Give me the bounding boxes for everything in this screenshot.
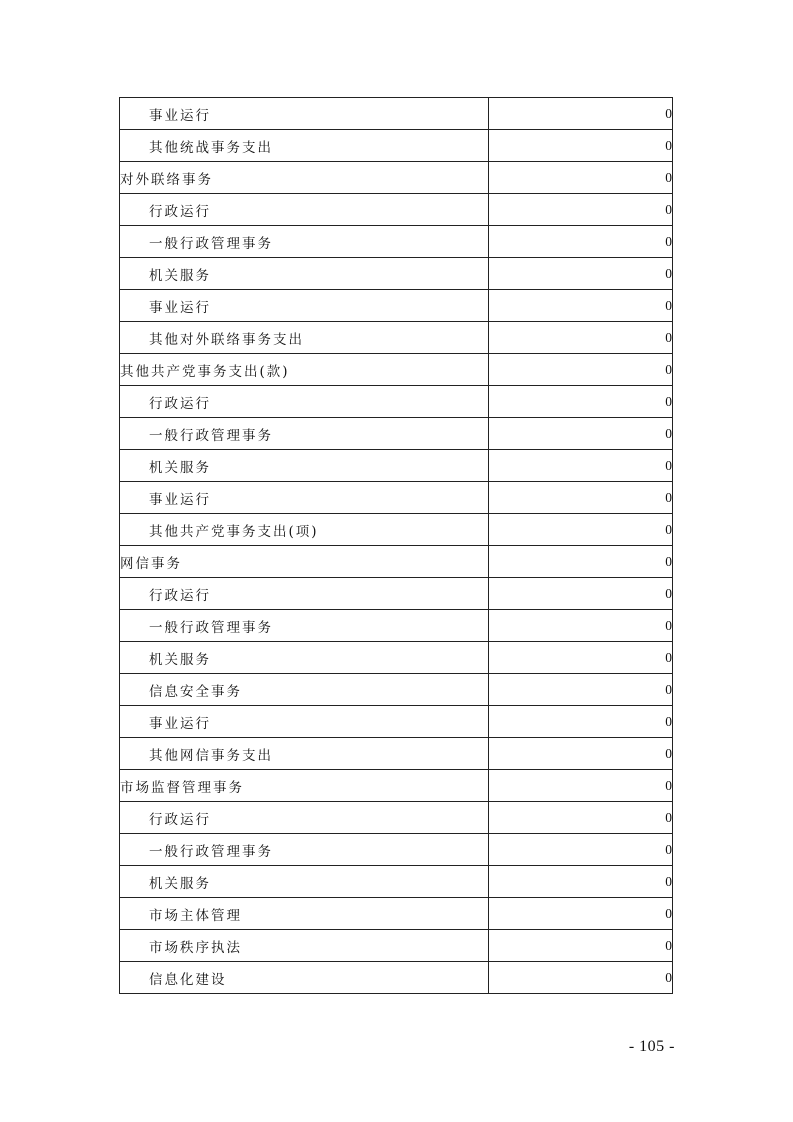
row-value-cell: 0 <box>489 418 673 450</box>
row-value-cell: 0 <box>489 674 673 706</box>
table-row <box>120 194 673 226</box>
table-row <box>120 386 673 418</box>
row-name-cell: 事业运行 <box>120 482 489 514</box>
row-name-cell: 事业运行 <box>120 98 489 130</box>
row-value-cell: 0 <box>489 770 673 802</box>
row-value-cell: 0 <box>489 802 673 834</box>
row-value-cell: 0 <box>489 706 673 738</box>
row-name-cell: 机关服务 <box>120 258 489 290</box>
budget-table <box>119 97 673 994</box>
table-row <box>120 418 673 450</box>
row-value-cell: 0 <box>489 482 673 514</box>
table-row <box>120 162 673 194</box>
row-name-cell: 一般行政管理事务 <box>120 226 489 258</box>
row-value-cell: 0 <box>489 386 673 418</box>
row-name-cell: 市场监督管理事务 <box>120 770 489 802</box>
row-name-cell: 行政运行 <box>120 386 489 418</box>
table-row <box>120 578 673 610</box>
table-row <box>120 610 673 642</box>
table-row <box>120 354 673 386</box>
row-value-cell: 0 <box>489 258 673 290</box>
row-name-cell: 其他共产党事务支出(项) <box>120 514 489 546</box>
table-row <box>120 898 673 930</box>
table-row <box>120 322 673 354</box>
row-name-cell: 机关服务 <box>120 450 489 482</box>
row-name-cell: 机关服务 <box>120 642 489 674</box>
row-value-cell: 0 <box>489 290 673 322</box>
row-value-cell: 0 <box>489 226 673 258</box>
row-name-cell: 市场秩序执法 <box>120 930 489 962</box>
row-value-cell: 0 <box>489 738 673 770</box>
table-row <box>120 226 673 258</box>
row-name-cell: 一般行政管理事务 <box>120 610 489 642</box>
row-name-cell: 机关服务 <box>120 866 489 898</box>
table-row <box>120 258 673 290</box>
row-name-cell: 事业运行 <box>120 290 489 322</box>
row-value-cell: 0 <box>489 450 673 482</box>
row-name-cell: 市场主体管理 <box>120 898 489 930</box>
table-row <box>120 450 673 482</box>
row-name-cell: 其他统战事务支出 <box>120 130 489 162</box>
table-row <box>120 290 673 322</box>
row-value-cell: 0 <box>489 642 673 674</box>
row-name-cell: 信息安全事务 <box>120 674 489 706</box>
table-row <box>120 802 673 834</box>
table-row <box>120 642 673 674</box>
page-number: - 105 - <box>628 1038 675 1055</box>
row-name-cell: 其他网信事务支出 <box>120 738 489 770</box>
budget-table-body <box>120 98 673 994</box>
table-row <box>120 770 673 802</box>
table-row <box>120 738 673 770</box>
table-row <box>120 546 673 578</box>
table-row <box>120 706 673 738</box>
row-value-cell: 0 <box>489 194 673 226</box>
row-value-cell: 0 <box>489 930 673 962</box>
row-name-cell: 其他对外联络事务支出 <box>120 322 489 354</box>
row-name-cell: 一般行政管理事务 <box>120 834 489 866</box>
row-name-cell: 对外联络事务 <box>120 162 489 194</box>
row-name-cell: 一般行政管理事务 <box>120 418 489 450</box>
row-name-cell: 行政运行 <box>120 194 489 226</box>
row-value-cell: 0 <box>489 514 673 546</box>
row-value-cell: 0 <box>489 322 673 354</box>
table-row <box>120 930 673 962</box>
row-value-cell: 0 <box>489 834 673 866</box>
row-value-cell: 0 <box>489 962 673 994</box>
row-value-cell: 0 <box>489 130 673 162</box>
row-value-cell: 0 <box>489 898 673 930</box>
row-value-cell: 0 <box>489 610 673 642</box>
row-name-cell: 行政运行 <box>120 578 489 610</box>
row-name-cell: 行政运行 <box>120 802 489 834</box>
row-name-cell: 事业运行 <box>120 706 489 738</box>
row-value-cell: 0 <box>489 162 673 194</box>
table-row <box>120 130 673 162</box>
row-name-cell: 其他共产党事务支出(款) <box>120 354 489 386</box>
row-name-cell: 网信事务 <box>120 546 489 578</box>
table-row <box>120 98 673 130</box>
table-row <box>120 962 673 994</box>
table-row <box>120 834 673 866</box>
table-row <box>120 482 673 514</box>
row-value-cell: 0 <box>489 98 673 130</box>
row-name-cell: 信息化建设 <box>120 962 489 994</box>
row-value-cell: 0 <box>489 546 673 578</box>
table-row <box>120 674 673 706</box>
table-row <box>120 514 673 546</box>
row-value-cell: 0 <box>489 354 673 386</box>
row-value-cell: 0 <box>489 578 673 610</box>
table-row <box>120 866 673 898</box>
row-value-cell: 0 <box>489 866 673 898</box>
